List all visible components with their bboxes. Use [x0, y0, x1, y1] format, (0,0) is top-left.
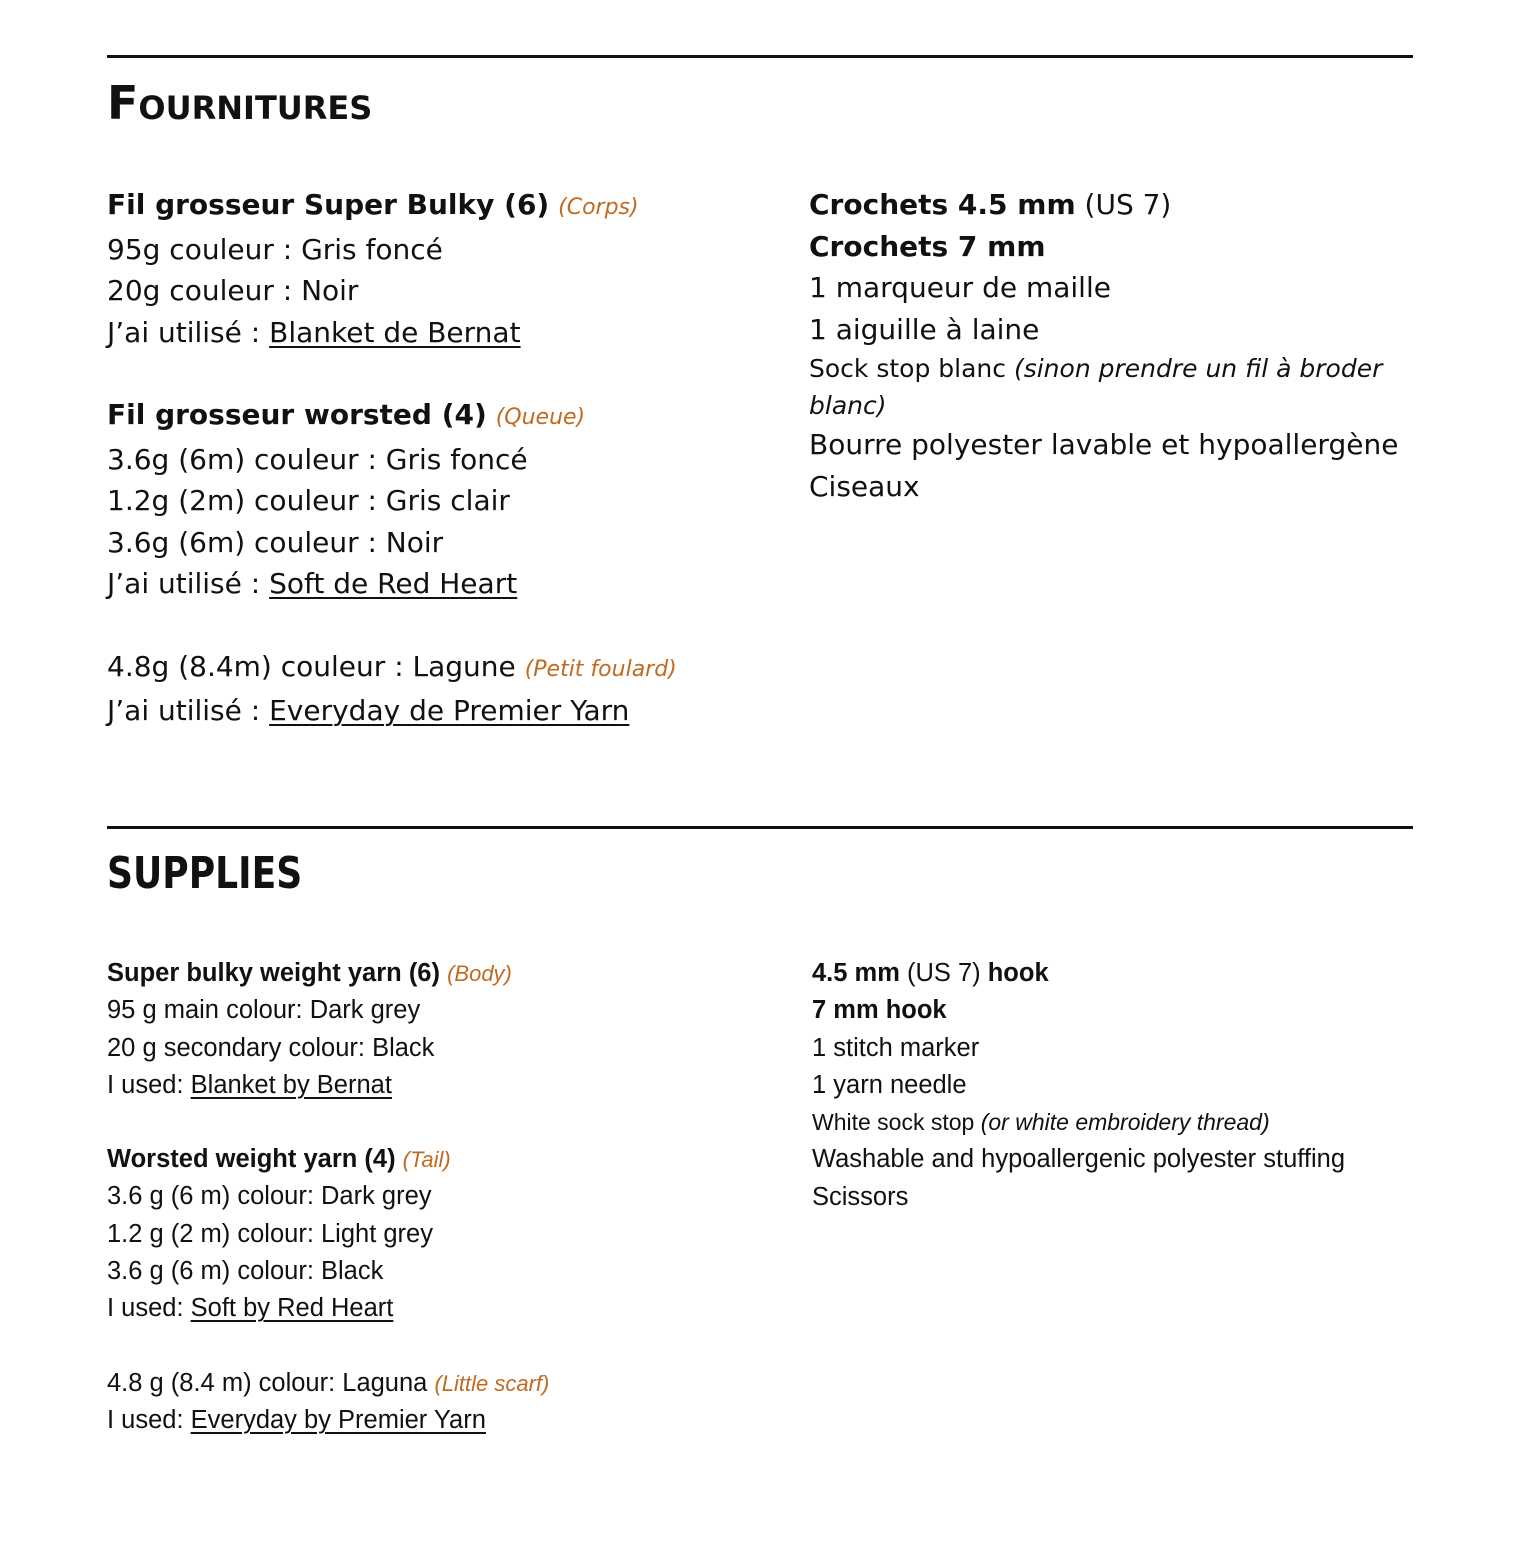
fr-used-prefix: J’ai utilisé :	[107, 694, 270, 727]
en-notion-item: Washable and hypoallergenic polyester stuffing	[812, 1145, 1345, 1174]
en-used-prefix: I used:	[107, 1294, 191, 1323]
en-notion-item: Scissors	[812, 1182, 909, 1211]
en-yarn1-title: Super bulky weight yarn (6)	[107, 959, 440, 987]
fr-yarn1-line: 95g couleur : Gris foncé	[107, 232, 443, 266]
fr-used-prefix: J’ai utilisé :	[107, 315, 270, 349]
fr-sockstop-note-cont: blanc)	[809, 391, 887, 420]
en-notion-item: 1 stitch marker	[812, 1033, 980, 1062]
en-yarn1-used	[107, 1067, 549, 1104]
fr-hook2: Crochets 7 mm	[809, 229, 1046, 263]
en-notion-item: 1 yarn needle	[812, 1070, 967, 1099]
fr-sockstop	[809, 350, 1398, 387]
fr-yarn1-note: (Corps)	[558, 195, 639, 220]
en-hook1-size: 4.5 mm	[812, 959, 900, 987]
fr-yarn1-heading	[107, 184, 677, 229]
fr-sockstop-note: (sinon prendre un fil à broder	[1013, 354, 1383, 383]
en-yarn1-link[interactable]: Blanket by Bernat	[190, 1070, 392, 1099]
en-yarn2-line: 3.6 g (6 m) colour: Dark grey	[107, 1182, 432, 1211]
section-title-supplies: SUPPLIES	[107, 848, 303, 899]
section-title-fournitures: Fournitures	[107, 76, 373, 130]
en-hook2: 7 mm hook	[812, 996, 947, 1025]
fr-left-column	[107, 184, 677, 732]
fr-yarn1-link[interactable]: Blanket de Bernat	[269, 315, 521, 349]
fr-right-column	[809, 184, 1398, 507]
fr-yarn2-heading	[107, 394, 677, 439]
en-yarn1-line: 95 g main colour: Dark grey	[107, 996, 421, 1025]
fr-sockstop-text: Sock stop blanc	[809, 354, 1014, 383]
fr-yarn3-text: 4.8g (8.4m) couleur : Lagune	[107, 649, 516, 683]
fr-hook1-size: Crochets 4.5 mm	[809, 188, 1076, 221]
top-divider	[107, 55, 1413, 58]
fr-yarn2-link[interactable]: Soft de Red Heart	[269, 567, 518, 600]
fr-yarn3-line	[107, 646, 677, 691]
fr-used-prefix: J’ai utilisé :	[107, 567, 270, 600]
fr-hook1-us: (US 7)	[1075, 188, 1172, 221]
en-yarn2-heading	[107, 1141, 549, 1178]
fr-yarn3-used	[107, 690, 677, 732]
en-hook1-us: (US 7)	[899, 959, 988, 987]
en-yarn2-note: (Tail)	[402, 1147, 451, 1173]
en-yarn3-note: (Little scarf)	[434, 1370, 550, 1396]
en-left-column	[107, 955, 549, 1439]
fr-yarn1-used	[107, 312, 677, 354]
en-yarn1-note: (Body)	[447, 961, 512, 986]
en-yarn2-title: Worsted weight yarn (4)	[107, 1145, 396, 1174]
en-yarn3-link[interactable]: Everyday by Premier Yarn	[190, 1405, 486, 1434]
fr-hook1	[809, 184, 1398, 226]
fr-yarn2-line: 3.6g (6m) couleur : Noir	[107, 525, 444, 559]
en-yarn2-link[interactable]: Soft by Red Heart	[190, 1294, 394, 1323]
en-yarn2-used	[107, 1290, 549, 1327]
en-yarn2-line: 3.6 g (6 m) colour: Black	[107, 1257, 384, 1286]
fr-yarn2-line: 1.2g (2m) couleur : Gris clair	[107, 484, 510, 517]
en-sockstop-text: White sock stop	[812, 1109, 981, 1136]
fr-yarn3-link[interactable]: Everyday de Premier Yarn	[269, 694, 630, 727]
fr-yarn2-note: (Queue)	[495, 405, 586, 430]
en-used-prefix: I used:	[107, 1405, 191, 1434]
en-hook1	[812, 955, 1345, 992]
en-yarn1-line: 20 g secondary colour: Black	[107, 1033, 435, 1062]
fr-yarn2-title: Fil grosseur worsted (4)	[107, 398, 487, 431]
middle-divider	[107, 826, 1413, 829]
en-right-column	[812, 955, 1345, 1216]
fr-yarn1-line: 20g couleur : Noir	[107, 274, 359, 307]
fr-yarn1-title: Fil grosseur Super Bulky (6)	[107, 188, 550, 221]
fr-yarn2-line: 3.6g (6m) couleur : Gris foncé	[107, 442, 528, 476]
en-yarn2-line: 1.2 g (2 m) colour: Light grey	[107, 1219, 433, 1248]
fr-notion-item: 1 marqueur de maille	[809, 271, 1111, 304]
en-yarn3-text: 4.8 g (8.4 m) colour: Laguna	[107, 1368, 428, 1397]
en-yarn3-used	[107, 1402, 549, 1439]
fr-yarn2-used	[107, 563, 677, 605]
fr-yarn3-note: (Petit foulard)	[524, 656, 677, 682]
fr-notion-item: 1 aiguille à laine	[809, 312, 1040, 346]
fr-notion-item: Bourre polyester lavable et hypoallergène	[809, 428, 1399, 461]
en-yarn1-heading	[107, 955, 549, 992]
fr-notion-item: Ciseaux	[809, 469, 920, 503]
en-sockstop	[812, 1104, 1345, 1141]
en-used-prefix: I used:	[107, 1070, 191, 1099]
en-hook1-word: hook	[987, 959, 1049, 987]
en-sockstop-note: (or white embroidery thread)	[980, 1109, 1270, 1136]
en-yarn3-line	[107, 1365, 549, 1402]
